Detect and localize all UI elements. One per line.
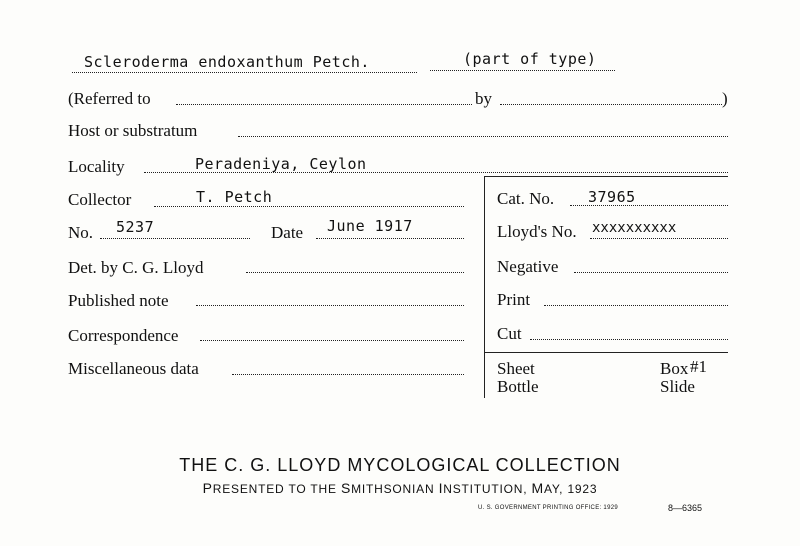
collector-value: T. Petch [196,188,273,206]
form-number: 8—6365 [668,503,703,513]
subtitle-part-1: RESENTED TO THE [212,482,341,496]
right-box-left-border [484,176,485,398]
species-name: Scleroderma endoxanthum Petch. [84,53,370,71]
slide-label: Slide [660,377,695,396]
negative-label: Negative [497,257,559,276]
correspondence-line [200,340,464,341]
subtitle-cap-m: M [531,480,544,496]
box-value: #1 [690,357,707,376]
right-box-divider [484,352,728,353]
referred-to-line [176,104,472,105]
host-label: Host or substratum [68,121,198,140]
det-by-line [246,272,464,273]
referred-to-label: (Referred to [68,89,151,108]
gpo-note: U. S. GOVERNMENT PRINTING OFFICE: 1929 [478,505,618,511]
published-note-label: Published note [68,291,169,310]
subtitle-part-4: AY, 1923 [544,482,598,496]
cat-no-label: Cat. No. [497,189,555,208]
no-label: No. [68,223,94,242]
print-line [544,305,728,306]
right-box-top-border [484,176,728,177]
cat-no-value: 37965 [588,188,636,206]
bottle-label: Bottle [497,377,539,396]
lloyds-no-value: xxxxxxxxxx [592,220,677,236]
subtitle-cap-s: S [340,480,352,496]
lloyds-no-label: Lloyd's No. [497,222,577,241]
no-line [100,238,250,239]
no-value: 5237 [116,218,155,236]
subtitle-cap-p: P [202,480,213,496]
by-line [500,104,722,105]
collection-subtitle [0,480,800,496]
type-note-line [430,70,615,71]
negative-line [574,272,728,273]
cut-line [530,339,728,340]
box-label: Box [660,359,689,378]
collector-line [154,206,464,207]
misc-data-label: Miscellaneous data [68,359,199,378]
collection-title: THE C. G. LLOYD MYCOLOGICAL COLLECTION [179,455,621,475]
date-line [316,238,464,239]
subtitle-part-3: NSTITUTION, [443,482,532,496]
subtitle-part-2: MITHSONIAN [351,482,439,496]
print-label: Print [497,290,531,309]
det-by-label: Det. by C. G. Lloyd [68,258,204,277]
close-paren: ) [722,89,728,108]
published-note-line [196,305,464,306]
cut-label: Cut [497,324,522,343]
date-value: June 1917 [327,217,413,235]
subtitle-cap-i: I [438,480,444,496]
lloyds-no-line [590,238,728,239]
date-label: Date [271,223,304,242]
sheet-label: Sheet [497,359,535,378]
collector-label: Collector [68,190,132,209]
locality-label: Locality [68,157,125,176]
locality-value: Peradeniya, Ceylon [195,155,367,173]
misc-data-line [232,374,464,375]
host-line [238,136,728,137]
correspondence-label: Correspondence [68,326,179,345]
species-line [72,72,417,73]
by-label: by [475,89,492,108]
type-note: (part of type) [463,50,597,68]
